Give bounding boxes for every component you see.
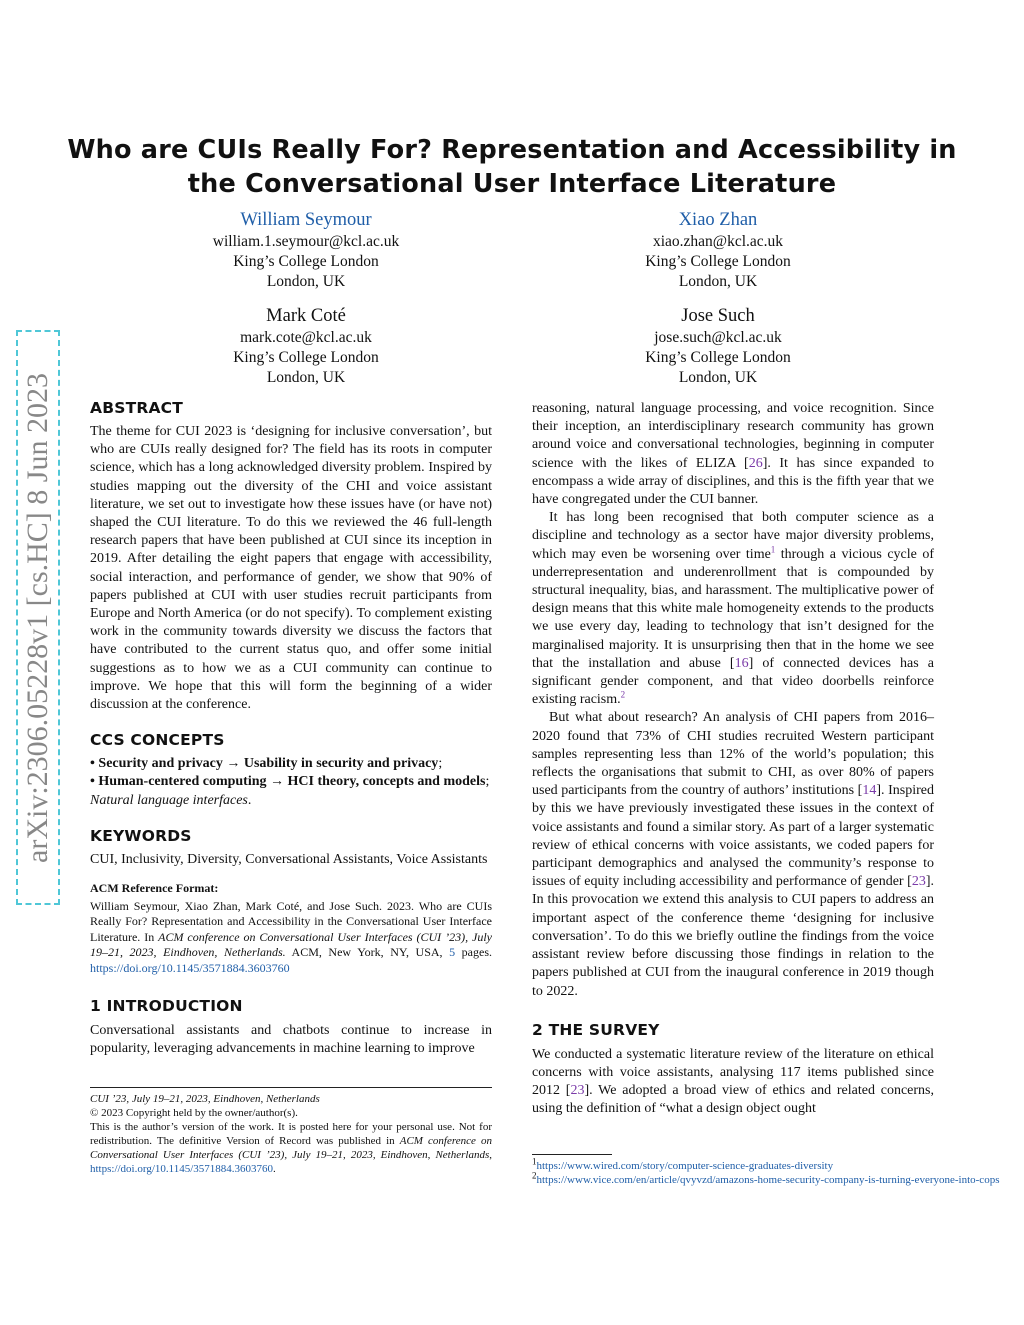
footer-rule bbox=[90, 1087, 492, 1088]
ccs-sep: ; bbox=[485, 774, 490, 790]
keywords-text: CUI, Inclusivity, Diversity, Conversational Assistants, Voice Assistants bbox=[90, 851, 488, 867]
ccs-item-2-sub: Natural language interfaces bbox=[90, 792, 248, 808]
intro-heading: 1 INTRODUCTION bbox=[90, 997, 243, 1016]
footnote-1 bbox=[532, 1156, 1022, 1173]
ref-format-venue: ACM conference on Conversational User Interfaces (CUI ’23), July 19–21, 2023, Eindhoven, Netherlands. bbox=[90, 929, 492, 960]
footer-notice-part: This is the author’s version of the work. It is posted here for your personal use. Not for redistribution. The definitive Version of Record was published in bbox=[90, 1121, 492, 1147]
text: ] of connected devices has a significant gender component, and that video doorbells reinforce existing racism. bbox=[532, 655, 934, 708]
title-line-1: Who are CUIs Really For? Representation and Accessibility in bbox=[67, 135, 957, 165]
author-affiliation: King’s College London bbox=[645, 253, 791, 270]
footnote-link[interactable]: https://www.vice.com/en/article/qvyvzd/amazons-home-security-company-is-turning-everyone-into-cops bbox=[536, 1174, 1000, 1186]
author-block-4 bbox=[568, 304, 868, 388]
author-name[interactable]: William Seymour bbox=[240, 210, 372, 230]
ref-format-heading: ACM Reference Format: bbox=[90, 881, 219, 896]
abstract-heading: ABSTRACT bbox=[90, 399, 184, 417]
right-column bbox=[532, 400, 934, 1119]
footnote-link[interactable]: https://www.wired.com/story/computer-science-graduates-diversity bbox=[536, 1160, 834, 1172]
citation-link[interactable]: 23 bbox=[911, 874, 926, 890]
survey-text bbox=[532, 1046, 934, 1119]
ref-format-part: ACM, New York, NY, USA, bbox=[285, 945, 450, 960]
abstract-text: The theme for CUI 2023 is ‘designing for inclusive conversation’, but who are CUIs really designed for? The field has its roots in computer science, which has a long acknowledged diversity problem. Inspired by studies mapping out the diversity of the CHI and voice assistant literature, we set out to investigate how these issues have (or have not) shaped the CUI literature. To do this we reviewed the 46 full-length research papers that have been published at CUI since its inception in 2019. After detailing the eight papers that engage with accessibility, social interaction, and performance of gender, we show that 90% of papers published at CUI with user studies recruit participants from Europe and North America (or do not specify). To complement existing work in the community towards diversity we discuss the factors that have contributed to the current status quo, and offer some initial suggestions as to how we as a CUI community can continue to improve. We hope that this will form the beginning of a wider discussion at the conference. bbox=[90, 424, 492, 713]
arxiv-stamp[interactable]: arXiv:2306.05228v1 [cs.HC] 8 Jun 2023 bbox=[21, 373, 54, 863]
survey-heading: 2 THE SURVEY bbox=[532, 1020, 660, 1039]
ccs-sep: ; bbox=[438, 756, 443, 772]
footnote-rule bbox=[532, 1154, 612, 1155]
author-name[interactable]: Xiao Zhan bbox=[678, 210, 758, 230]
citation-link[interactable]: 16 bbox=[734, 655, 749, 671]
footer-copyright: © 2023 Copyright held by the owner/author(s). bbox=[90, 1107, 298, 1119]
footer-notice-part: . bbox=[273, 1163, 276, 1175]
footnote-marker[interactable]: 2 bbox=[620, 689, 626, 700]
citation-link[interactable]: 23 bbox=[570, 1083, 585, 1099]
footnote-number: 2 bbox=[532, 1170, 537, 1181]
text: We conducted a systematic literature review of the literature on ethical concerns with voice assistants, analysing 117 items published since 2012 [ bbox=[532, 1046, 934, 1099]
right-para-2 bbox=[532, 509, 934, 709]
footer-notice-part: , bbox=[489, 1149, 492, 1161]
author-email: mark.cote@kcl.ac.uk bbox=[240, 329, 372, 346]
footer-venue: ACM conference on Conversational User Interfaces (CUI ’23), July 19–21, 2023, Eindhoven, Netherlands bbox=[90, 1135, 492, 1161]
ccs-heading: CCS CONCEPTS bbox=[90, 731, 225, 750]
ccs-item-2: • Human-centered computing → HCI theory, concepts and models bbox=[90, 774, 486, 790]
text: ]. In this provocation we extend this analysis to CUI papers to address an important aspect of the conference theme ‘designing for inclusive conversation’. To do this we briefly outline the findings from the voice assistant review before discussing those findings in relation to the papers published at CUI from the inaugural conference in 2019 though to 2022. bbox=[532, 874, 934, 999]
ccs-concepts bbox=[90, 755, 492, 810]
title-line-2: the Conversational User Interface Literature bbox=[187, 169, 837, 199]
right-para-3 bbox=[532, 709, 934, 1000]
footer-notice bbox=[90, 1120, 492, 1176]
footer-doi-link[interactable]: https://doi.org/10.1145/3571884.3603760 bbox=[90, 1163, 274, 1175]
text: ]. We adopted a broad view of ethics and related concerns, using the definition of “what a design object ought bbox=[532, 1083, 934, 1117]
footnote-marker[interactable]: 1 bbox=[770, 543, 776, 554]
author-affiliation: King’s College London bbox=[233, 349, 379, 366]
author-block-1 bbox=[156, 208, 456, 292]
ref-format-part: William Seymour, Xiao Zhan, Mark Coté, and Jose Such. 2023. Who are CUIs Really For? Representation and Accessibility in the Conversational User Interface Literature. In bbox=[90, 898, 492, 944]
author-block-3 bbox=[156, 304, 456, 388]
text: through a vicious cycle of underrepresentation and underenrollment that is compounded by structural inequality, bias, and harassment. The multiplicative power of design means that this white male homogeneity extends to the products we use every day, leading to technology that isn’t designed for the marginalised majority. It is unsurprising then that in the home we see that the installation and abuse [ bbox=[532, 546, 934, 671]
footer-conf: CUI ’23, July 19–21, 2023, Eindhoven, Netherlands bbox=[90, 1093, 320, 1105]
citation-link[interactable]: 14 bbox=[862, 783, 877, 799]
text: ]. It has since expanded to encompass a wide array of disciplines, and this is the fifth year that we have congregated under the CUI banner. bbox=[532, 455, 934, 508]
ref-format-part: pages. bbox=[455, 945, 492, 960]
text: ]. Inspired by this we have previously investigated these issues in the context of voice assistants and found a similar story. As part of a larger systematic review of ethical concerns with voice assistants, we coded papers for participant demographics and analysed the community’s response to issues of equity including accessibility and performance of gender [ bbox=[532, 783, 934, 890]
footnote-number: 1 bbox=[532, 1156, 537, 1167]
footnote-2 bbox=[532, 1170, 1022, 1187]
citation-link[interactable]: 26 bbox=[748, 455, 763, 471]
author-affiliation: King’s College London bbox=[233, 253, 379, 270]
author-email: william.1.seymour@kcl.ac.uk bbox=[212, 233, 400, 250]
author-location: London, UK bbox=[678, 273, 758, 290]
ref-format-text bbox=[90, 899, 492, 977]
author-email: xiao.zhan@kcl.ac.uk bbox=[652, 233, 784, 250]
author-name: Mark Coté bbox=[266, 306, 346, 326]
right-footnotes bbox=[532, 1156, 1022, 1187]
doi-link[interactable]: https://doi.org/10.1145/3571884.3603760 bbox=[90, 960, 290, 975]
text: It has long been recognised that both computer science as a discipline and technology as a sector have major diversity problems, which may even be worsening over time bbox=[532, 510, 934, 562]
author-block-2 bbox=[568, 208, 868, 292]
right-para-1 bbox=[532, 400, 934, 509]
text: reasoning, natural language processing, and voice recognition. Since their inception, an interdisciplinary research community has grown around voice and conversational technologies, beginning in computer science with the likes of ELIZA [ bbox=[532, 401, 934, 471]
paper-title bbox=[60, 133, 964, 201]
author-email: jose.such@kcl.ac.uk bbox=[654, 329, 782, 346]
author-affiliation: King’s College London bbox=[645, 349, 791, 366]
left-column bbox=[90, 398, 492, 1058]
author-location: London, UK bbox=[266, 273, 346, 290]
ccs-end: . bbox=[247, 792, 252, 808]
author-name: Jose Such bbox=[681, 306, 755, 326]
intro-text: Conversational assistants and chatbots continue to increase in popularity, leveraging advancements in machine learning to improve bbox=[90, 1023, 492, 1057]
left-footer bbox=[90, 1092, 492, 1176]
author-location: London, UK bbox=[678, 369, 758, 386]
ref-format-pages: 5 bbox=[449, 945, 456, 960]
author-location: London, UK bbox=[266, 369, 346, 386]
text: But what about research? An analysis of CHI papers from 2016–2020 found that 73% of CHI studies recruited Western participant samples representing less than 12% of the world’s population; this reflects the organisations that submit to CHI, as over 80% of papers used participants from the country of authors’ institutions [ bbox=[532, 710, 934, 799]
keywords-heading: KEYWORDS bbox=[90, 826, 192, 845]
ccs-item-1: • Security and privacy → Usability in security and privacy bbox=[90, 756, 439, 772]
